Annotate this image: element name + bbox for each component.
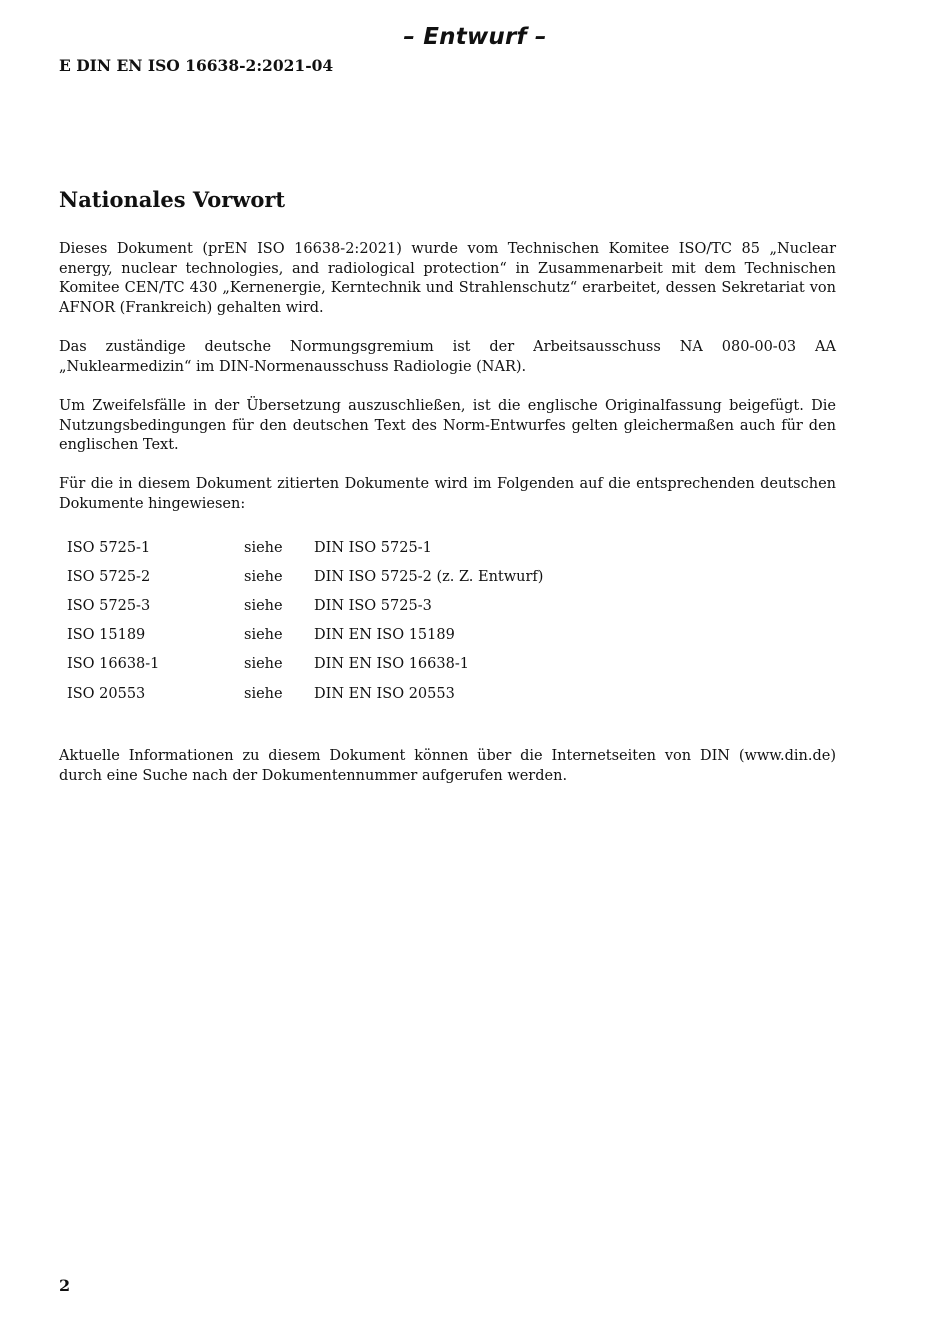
reference-table — [59, 533, 634, 708]
reference-din: DIN EN ISO 20553 — [314, 685, 455, 702]
reference-see: siehe — [244, 627, 283, 644]
reference-see: siehe — [244, 568, 283, 585]
reference-iso: ISO 15189 — [67, 627, 146, 644]
document-id: E DIN EN ISO 16638-2:2021-04 — [59, 56, 334, 75]
reference-iso: ISO 5725-3 — [67, 597, 151, 614]
reference-row — [59, 591, 634, 620]
paragraph-cited-documents: Für die in diesem Dokument zitierten Dokumente wird im Folgenden auf die entsprechenden deutschen Dokumente hingewiesen: — [59, 476, 836, 512]
paragraph-current-information: Aktuelle Informationen zu diesem Dokument können über die Internetseiten von DIN (www.din.de) durch eine Suche nach der Dokumentennummer aufgerufen werden. — [59, 748, 836, 784]
reference-din: DIN EN ISO 15189 — [314, 627, 455, 644]
reference-row — [59, 621, 634, 650]
reference-row — [59, 679, 634, 708]
reference-iso: ISO 20553 — [67, 685, 146, 702]
reference-iso: ISO 16638-1 — [67, 656, 160, 673]
reference-see: siehe — [244, 597, 283, 614]
reference-see: siehe — [244, 539, 283, 556]
reference-row — [59, 650, 634, 679]
draft-watermark-title: – Entwurf – — [403, 24, 547, 50]
paragraph-responsible-body: Das zuständige deutsche Normungsgremium ist der Arbeitsausschuss NA 080-00-03 AA „Nuklearmedizin“ im DIN-Normenausschuss Radiologie (NAR). — [59, 339, 836, 375]
reference-see: siehe — [244, 656, 283, 673]
reference-row — [59, 562, 634, 591]
reference-din: DIN ISO 5725-2 (z. Z. Entwurf) — [314, 568, 544, 585]
page-number: 2 — [59, 1276, 71, 1295]
reference-din: DIN ISO 5725-1 — [314, 539, 432, 556]
reference-iso: ISO 5725-2 — [67, 568, 151, 585]
reference-din: DIN EN ISO 16638-1 — [314, 656, 469, 673]
paragraph-committee: Dieses Dokument (prEN ISO 16638-2:2021) wurde vom Technischen Komitee ISO/TC 85 „Nuclear energy, nuclear technologies, and radiological protection“ in Zusammenarbeit mit dem Technischen Komitee CEN/TC 430 „Kernenergie, Kerntechnik und Strahlenschutz“ erarbeitet, dessen Sekretariat von AFNOR (Frankreich) gehalten wird. — [59, 241, 836, 316]
reference-see: siehe — [244, 685, 283, 702]
reference-din: DIN ISO 5725-3 — [314, 597, 432, 614]
section-title: Nationales Vorwort — [59, 187, 286, 212]
paragraph-translation: Um Zweifelsfälle in der Übersetzung auszuschließen, ist die englische Originalfassung beigefügt. Die Nutzungsbedingungen für den deutschen Text des Norm-Entwurfes gelten gleichermaßen auch für den englischen Text. — [59, 398, 836, 454]
reference-iso: ISO 5725-1 — [67, 539, 151, 556]
reference-row — [59, 533, 634, 562]
